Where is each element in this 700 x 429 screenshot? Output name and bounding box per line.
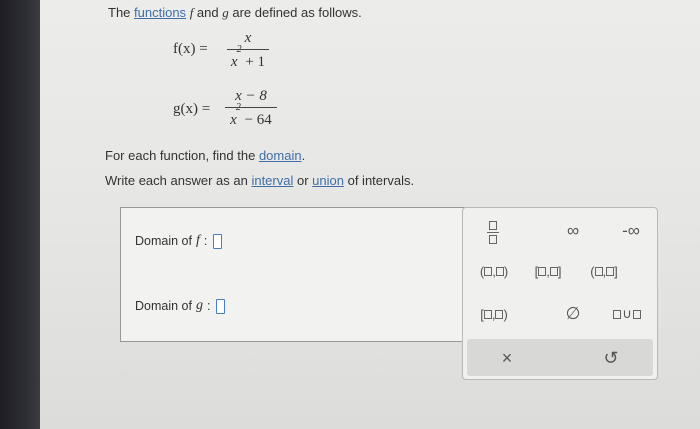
domain-f-input[interactable] [213, 234, 222, 249]
domain-f-label: Domain of [135, 234, 192, 248]
f-den-exp: 2 [236, 44, 242, 55]
interval-link[interactable]: interval [251, 173, 294, 188]
f-numerator: x [244, 30, 252, 46]
union-link[interactable]: union [312, 173, 344, 188]
domain-g-colon: : [206, 299, 211, 313]
prompt-prefix: The [108, 5, 135, 20]
instruction-line-2 [105, 173, 414, 188]
prompt-f: f [189, 5, 194, 20]
infinity-button[interactable]: ∞ [566, 221, 580, 240]
answer-box [120, 207, 485, 342]
prompt-suffix: are defined as follows. [228, 5, 362, 20]
domain-f-row [135, 233, 222, 249]
background-edge [0, 0, 40, 429]
instr2-suffix: of intervals. [343, 173, 415, 188]
fraction-top-box-icon [489, 221, 497, 230]
closed-closed-interval-button[interactable]: [ , ] [534, 263, 562, 279]
instr2-mid: or [293, 173, 313, 188]
prompt-g: g [222, 5, 229, 20]
g-den-exp: 2 [235, 102, 241, 113]
g-den-base: x [230, 112, 237, 128]
f-den-rest: + 1 [245, 54, 266, 70]
domain-link[interactable]: domain [258, 148, 302, 163]
fraction-bar-icon [487, 232, 499, 233]
g-fraction-bar [225, 107, 277, 108]
prompt-text [108, 5, 362, 21]
empty-set-button[interactable]: ∅ [565, 304, 581, 323]
union-symbol: ∪ [622, 306, 632, 321]
interval-right-box-icon [496, 267, 504, 276]
domain-g-var: g [195, 298, 203, 313]
g-numerator: x − 8 [235, 88, 267, 104]
interval-left-box-icon [595, 267, 603, 276]
instr1-prefix: For each function, find the [105, 148, 259, 163]
prompt-and: and [193, 5, 223, 20]
g-label: g(x) = [173, 101, 211, 117]
g-denominator [225, 102, 277, 129]
interval-left-box-icon [538, 267, 546, 276]
union-left-box-icon [613, 310, 621, 319]
f-label: f(x) = [173, 41, 208, 57]
close-icon[interactable]: × [501, 347, 513, 368]
functions-link[interactable]: functions [134, 5, 187, 20]
domain-f-colon: : [203, 234, 208, 248]
domain-g-label: Domain of [135, 299, 192, 313]
fraction-button[interactable] [475, 218, 511, 246]
palette-action-bar [467, 339, 653, 376]
interval-right-box-icon [550, 267, 558, 276]
open-closed-interval-button[interactable]: ( , ] [590, 263, 618, 279]
f-fraction-bar [227, 49, 269, 50]
domain-f-var: f [195, 233, 200, 248]
f-denominator [227, 44, 269, 71]
f-fraction [227, 30, 269, 71]
interval-right-box-icon [495, 310, 503, 319]
interval-right-box-icon [606, 267, 614, 276]
union-right-box-icon [633, 310, 641, 319]
interval-left-box-icon [484, 310, 492, 319]
instr2-prefix: Write each answer as an [105, 173, 252, 188]
instruction-line-1 [105, 148, 305, 163]
interval-left-box-icon [484, 267, 492, 276]
fraction-bottom-box-icon [489, 235, 497, 244]
domain-g-input[interactable] [216, 299, 225, 314]
g-fraction [225, 88, 277, 129]
f-den-base: x [230, 54, 238, 70]
instr1-suffix: . [301, 148, 306, 163]
symbol-palette [462, 207, 658, 380]
closed-open-interval-button[interactable]: [ , ) [480, 306, 508, 322]
domain-g-row [135, 298, 225, 314]
negative-infinity-button[interactable]: -∞ [622, 221, 640, 240]
undo-icon[interactable]: ↺ [603, 347, 619, 368]
union-button[interactable] [605, 301, 649, 327]
g-den-rest: − 64 [244, 112, 272, 128]
open-open-interval-button[interactable]: ( , ) [479, 263, 509, 279]
